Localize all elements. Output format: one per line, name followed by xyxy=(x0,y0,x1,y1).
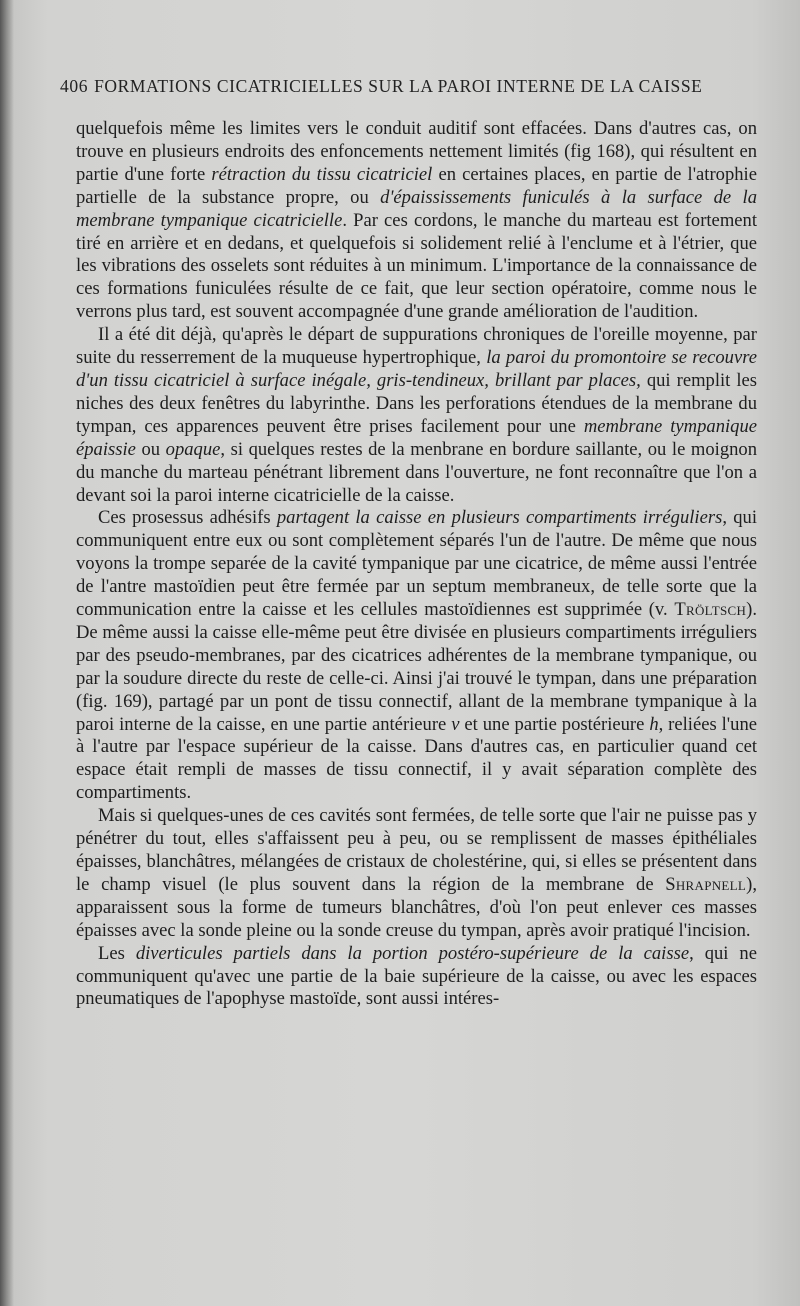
text-run: en certaines places, en partie de l'atrophie partielle de la substance propre, ou xyxy=(76,163,757,208)
text-run: qui remplit les niches des deux fenêtres du labyrinthe. Dans les perforations étendues de la membrane du tympan, ces apparences peuvent être prises facilement pour une xyxy=(76,369,758,437)
author-name: Shrapnell xyxy=(665,873,747,895)
text-run: , qui ne communiquent qu'avec une partie de la baie supérieure de la caisse, ou avec les espaces pneumatiques de l'apophyse mastoïde, sont aussi intéres- xyxy=(76,942,757,1010)
page-number: 406 xyxy=(60,76,89,96)
paragraph xyxy=(76,324,757,507)
italic-run: rétraction du tissu cicatriciel xyxy=(211,163,433,185)
page-gutter-shadow xyxy=(0,0,14,1306)
paragraph xyxy=(76,943,757,1012)
text-run: Il a été dit déjà, qu'après le départ de suppurations chroniques de l'oreille moyenne, par suite du resserrement de la muqueuse hypertrophique, xyxy=(76,324,757,369)
text-run: ou xyxy=(135,438,166,460)
text-run: et une partie postérieure xyxy=(459,713,650,735)
italic-run: d'épaississements funiculés à la surface de la membrane tympanique cicatricielle xyxy=(76,186,758,231)
italic-run: v xyxy=(451,713,460,735)
text-run: , qui communiquent entre eux ou sont complètement séparés l'un de l'autre. De même que nous voyons la trompe separée de la cavité tympanique par une cicatrice, de même aussi l'entrée de l'antre mastoïdien peut être fermée par un septum membraneux, de telle sorte que la communication entre la caisse et les cellules mastoïdiennes est supprimée (v. xyxy=(76,507,757,621)
text-run: ). De même aussi la caisse elle-même peut être divisée en plusieurs compartiments irréguliers par des pseudo-membranes, par des cicatrices adhérentes de la membrane tympanique, ou par la soudure directe du reste de celle-ci. Ainsi j'ai trouvé le tympan, dans une préparation (fig. 169), partagé par un pont de tissu connectif, allant de la membrane tympanique à la paroi interne de la caisse, en une partie antérieure xyxy=(76,599,757,735)
italic-run: membrane tympanique épaissie xyxy=(76,415,758,460)
paragraph xyxy=(76,118,757,324)
running-title: FORMATIONS CICATRICIELLES SUR LA PAROI INTERNE DE LA CAISSE xyxy=(94,76,703,96)
italic-run: partagent la caisse en plusieurs compartiments irréguliers xyxy=(276,507,723,529)
paragraph xyxy=(76,805,757,942)
text-run: Mais si quelques-unes de ces cavités sont fermées, de telle sorte que l'air ne puisse pas y pénétrer du tout, elles s'affaissent peu à peu, ou se remplissent de masses épithéliales épaisses, blanchâtres, mélangées de cristaux de cholestérine, qui, si elles se présentent dans le champ visuel (le plus souvent dans la région de la membrane de xyxy=(76,805,757,895)
text-run: Ces prosessus adhésifs xyxy=(98,507,277,529)
italic-run: la paroi du promontoire se recouvre d'un tissu cicatriciel à surface inégale, gris-tendineux, brillant par places, xyxy=(76,347,757,391)
italic-run: h xyxy=(649,713,659,735)
text-run: quelquefois même les limites vers le conduit auditif sont effacées. Dans d'autres cas, on trouve en plusieurs endroits des enfoncements nettement limités (fig 168), qui résultent en partie d'une forte xyxy=(76,118,757,185)
running-head xyxy=(60,76,750,97)
text-run: , reliées l'une à l'autre par l'espace supérieur de la caisse. Dans d'autres cas, en particulier quand cet espace était rempli de masses de tissu connectif, il y avait séparation complète des compartiments. xyxy=(76,713,757,804)
italic-run: opaque xyxy=(165,438,221,460)
author-name: Tröltsch xyxy=(674,599,747,621)
text-run: , si quelques restes de la menbrane en bordure saillante, ou le moignon du manche du marteau pénétrant librement dans l'ouverture, ne font reconnaître que l'on a devant soi la paroi interne cicatricielle de la caisse. xyxy=(76,438,758,506)
text-run: Les xyxy=(98,942,136,964)
text-run: . Par ces cordons, le manche du marteau est fortement tiré en arrière et en dedans, et quelquefois si solidement relié à l'enclume et à l'étrier, que les vibrations des osselets sont réduites à un minimum. L'importance de la connaissance de ces formations funiculées résulte de ce fait, que leur section opératoire, comme nous le verrons plus tard, est souvent accompagnée d'une grande amélioration de l'audition. xyxy=(76,209,757,323)
body-text xyxy=(76,118,757,1011)
paragraph xyxy=(76,507,757,805)
italic-run: diverticules partiels dans la portion postéro-supérieure de la caisse xyxy=(135,942,690,964)
text-run: ), apparaissent sous la forme de tumeurs blanchâtres, d'où l'on peut enlever ces masses épaisses avec la sonde pleine ou la sonde creuse du tympan, après avoir pratiqué l'incision. xyxy=(76,873,757,941)
